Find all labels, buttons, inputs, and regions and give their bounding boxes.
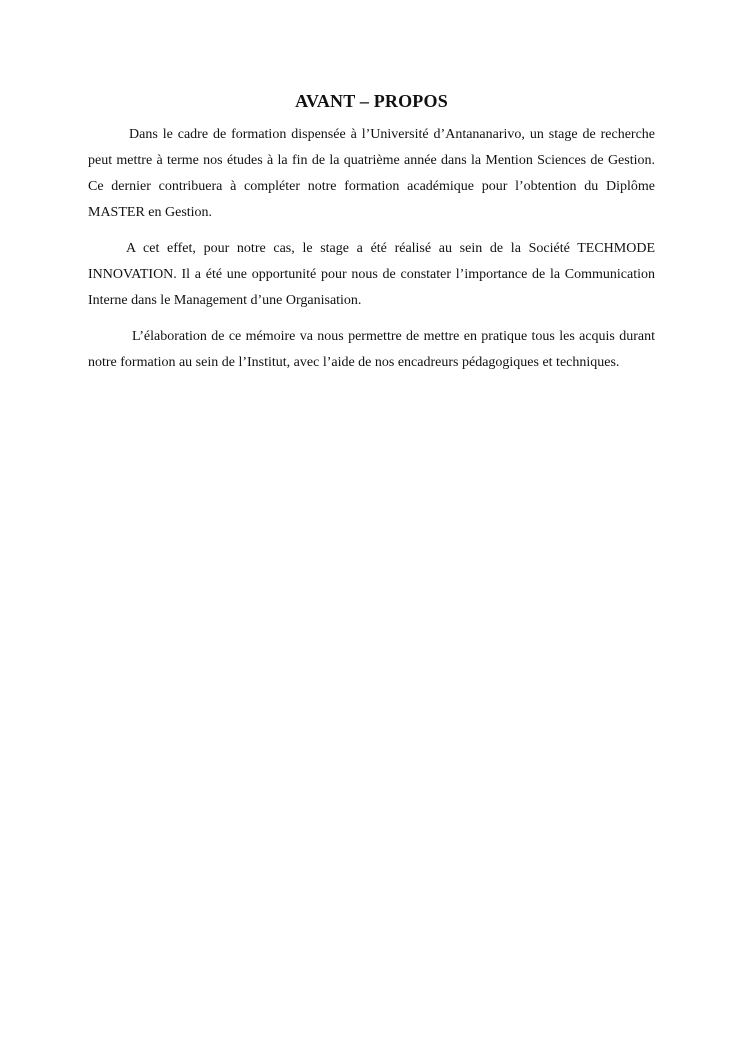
paragraph-3: L’élaboration de ce mémoire va nous permettre de mettre en pratique tous les acquis durant notre formation au sein de l’Institut, avec l’aide de nos encadreurs pédagogiques et techniques. [88, 329, 655, 370]
paragraph-1: Dans le cadre de formation dispensée à l’Université d’Antananarivo, un stage de recherche peut mettre à terme nos études à la fin de la quatrième année dans la Mention Sciences de Gestion. Ce dernier contribuera à compléter notre formation académique pour l’obtention du Diplôme MASTER en Gestion. [88, 127, 655, 220]
page-title: AVANT – PROPOS [295, 91, 448, 111]
paragraph-2: A cet effet, pour notre cas, le stage a été réalisé au sein de la Société TECHMODE INNOVATION. Il a été une opportunité pour nous de constater l’importance de la Communication Interne dans le Management d’une Organisation. [88, 241, 655, 308]
page-content [88, 88, 655, 386]
